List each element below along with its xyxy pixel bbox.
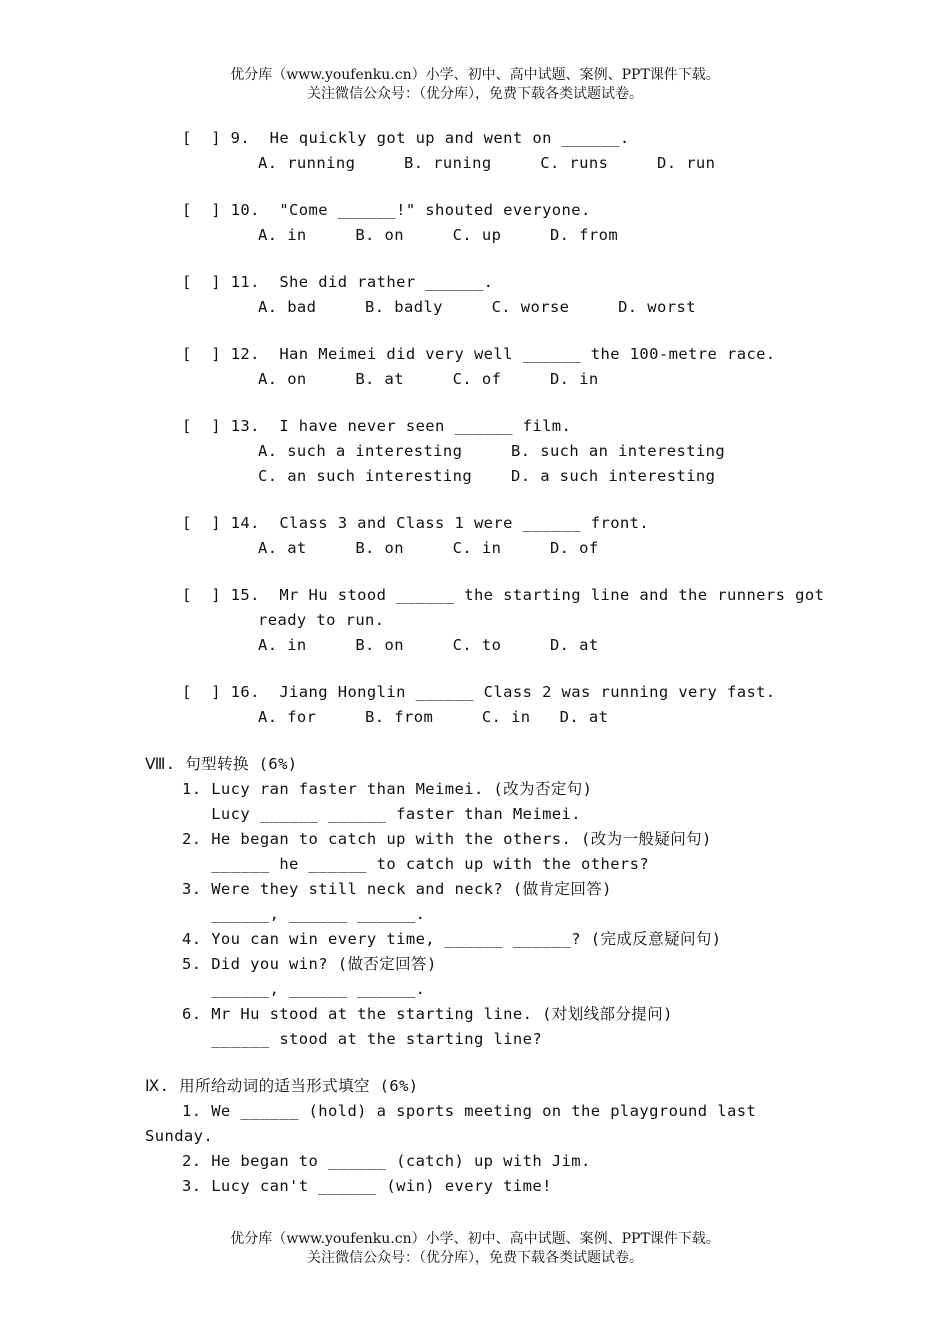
section-9-line-3: 3. Lucy can't ______ (win) every time! [182,1177,552,1195]
question-13-stem: [ ] 13. I have never seen ______ film. [182,417,572,435]
section-8-line-7: 4. You can win every time, ______ ______? (完成反意疑问句) [182,930,722,948]
header-line-2: 关注微信公众号：（优分库），免费下载各类试题试卷。 [307,86,643,102]
footer-line-2: 关注微信公众号：（优分库），免费下载各类试题试卷。 [307,1250,643,1266]
section-8-line-6: ______, ______ ______. [182,905,426,923]
question-14-stem: [ ] 14. Class 3 and Class 1 were ______ front. [182,514,650,532]
section-9-line-1-cont: Sunday. [145,1127,214,1145]
question-15-stem: [ ] 15. Mr Hu stood ______ the starting line and the runners got [182,586,825,604]
section-8-line-3: 2. He began to catch up with the others. (改为一般疑问句) [182,830,712,848]
question-10-options: A. in B. on C. up D. from [258,226,619,244]
section-8-line-8: 5. Did you win? (做否定回答) [182,955,437,973]
section-8-line-5: 3. Were they still neck and neck? (做肯定回答) [182,880,612,898]
page-footer [0,1230,950,1268]
section-8-line-11: ______ stood at the starting line? [182,1030,543,1048]
question-15-options: A. in B. on C. to D. at [258,636,599,654]
section-8-heading: Ⅷ. 句型转换 (6%) [145,755,298,773]
question-14-options: A. at B. on C. in D. of [258,539,599,557]
header-line-1: 优分库（www.youfenku.cn）小学、初中、高中试题、案例、PPT课件下载。 [230,67,720,83]
question-10-stem: [ ] 10. "Come ______!" shouted everyone. [182,201,591,219]
section-8-line-10: 6. Mr Hu stood at the starting line. (对划线部分提问) [182,1005,673,1023]
question-12-options: A. on B. at C. of D. in [258,370,599,388]
question-16-options: A. for B. from C. in D. at [258,708,609,726]
question-16-stem: [ ] 16. Jiang Honglin ______ Class 2 was running very fast. [182,683,776,701]
question-9-options: A. running B. runing C. runs D. run [258,154,716,172]
question-12-stem: [ ] 12. Han Meimei did very well ______ the 100-metre race. [182,345,776,363]
section-9-line-1: 1. We ______ (hold) a sports meeting on the playground last [182,1102,757,1120]
question-15-stem-cont: ready to run. [258,611,385,629]
footer-line-1: 优分库（www.youfenku.cn）小学、初中、高中试题、案例、PPT课件下载。 [230,1231,720,1247]
section-8-line-4: ______ he ______ to catch up with the others? [182,855,650,873]
section-8-line-1: 1. Lucy ran faster than Meimei. (改为否定句) [182,780,593,798]
question-11-options: A. bad B. badly C. worse D. worst [258,298,696,316]
section-8-line-9: ______, ______ ______. [182,980,426,998]
question-13-options-2: C. an such interesting D. a such interesting [258,467,716,485]
section-8-line-2: Lucy ______ ______ faster than Meimei. [182,805,582,823]
question-13-options-1: A. such a interesting B. such an interesting [258,442,726,460]
section-9-line-2: 2. He began to ______ (catch) up with Jim. [182,1152,591,1170]
question-9-stem: [ ] 9. He quickly got up and went on ______. [182,129,630,147]
question-11-stem: [ ] 11. She did rather ______. [182,273,494,291]
section-9-heading: Ⅸ. 用所给动词的适当形式填空 (6%) [145,1077,419,1095]
page-header [0,66,950,104]
